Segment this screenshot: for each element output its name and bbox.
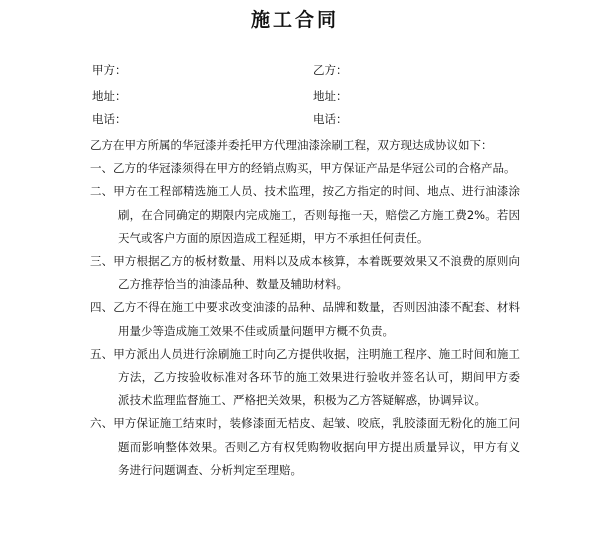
- clause-1: 一、乙方的华冠漆须得在甲方的经销点购买，甲方保证产品是华冠公司的合格产品。: [90, 161, 516, 176]
- clause-6: 六、甲方保证施工结束时，装修漆面无桔皮、起皱、咬底，乳胶漆面无粉化的施工问题而影响整体效果。否则乙方有权凭购物收据向甲方提出质量异议，甲方有义务进行问题调查、分析判定至理赔。: [90, 416, 520, 477]
- address-a-label: 地址：: [92, 89, 127, 103]
- party-b-label: 乙方：: [313, 63, 348, 77]
- clause-2: 二、甲方在工程部精选施工人员、技术监理，按乙方指定的时间、地点、进行油漆涂刷，在合同确定的期限内完成施工，否则每拖一天，赔偿乙方施工费2%。若因天气或客户方面的原因造成工程延期，甲方不承担任何责任。: [90, 184, 520, 245]
- contract-body: [90, 134, 520, 482]
- party-a-label: 甲方：: [92, 63, 127, 77]
- phone-a-label: 电话：: [92, 112, 127, 126]
- clause-3: 三、甲方根据乙方的板材数量、用料以及成本核算，本着既要效果又不浪费的原则向乙方推荐恰当的油漆品种、数量及辅助材料。: [90, 254, 520, 292]
- address-b-label: 地址：: [313, 89, 348, 103]
- intro-paragraph: 乙方在甲方所属的华冠漆并委托甲方代理油漆涂刷工程，双方现达成协议如下：: [90, 138, 493, 152]
- clause-5: 五、甲方派出人员进行涂刷施工时向乙方提供收据，注明施工程序、施工时间和施工方法，乙方按验收标准对各环节的施工效果进行验收并签名认可，期间甲方委派技术监理监督施工、严格把关效果，积极为乙方答疑解惑，协调异议。: [90, 346, 520, 408]
- phone-b-label: 电话：: [313, 112, 348, 126]
- clause-4: 四、乙方不得在施工中要求改变油漆的品种、品牌和数量，否则因油漆不配套、材料用量少等造成施工效果不佳或质量问题甲方概不负责。: [90, 300, 520, 338]
- document-title: 施工合同: [250, 9, 339, 31]
